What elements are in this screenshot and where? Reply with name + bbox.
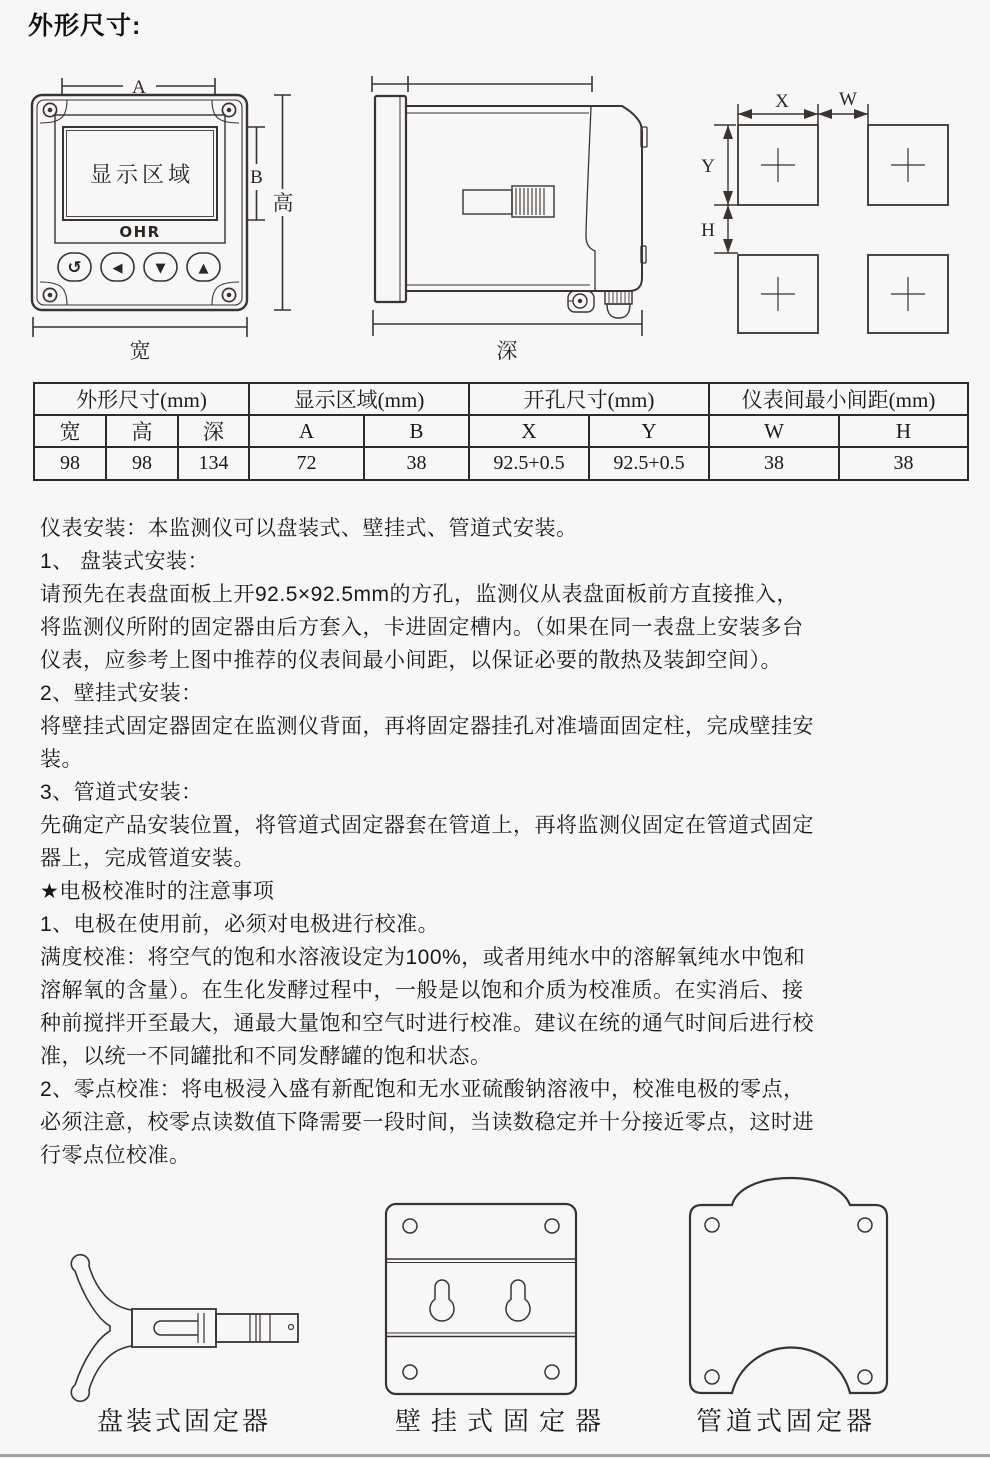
- val-a: 72: [249, 447, 364, 480]
- panel-fixture-caption: 盘装式固定器: [96, 1407, 271, 1436]
- instruction-line: 2、壁挂式安装：: [40, 682, 203, 705]
- instruction-line: 器上，完成管道安装。: [40, 847, 255, 870]
- group-outline: 外形尺寸(mm): [34, 383, 249, 415]
- dim-h-label: H: [701, 220, 715, 241]
- val-x: 92.5+0.5: [469, 447, 589, 480]
- wall-fixture-caption: 壁挂式固定器: [394, 1407, 611, 1436]
- val-width: 98: [34, 447, 106, 480]
- up-button-icon: ▲: [198, 261, 209, 276]
- col-a: A: [249, 415, 364, 447]
- front-view-drawing: [20, 70, 310, 362]
- col-height: 高: [106, 415, 178, 447]
- col-width: 宽: [34, 415, 106, 447]
- instruction-line: 将监测仪所附的固定器由后方套入，卡进固定槽内。（如果在同一表盘上安装多台: [40, 616, 804, 639]
- instruction-line: 溶解氧的含量）。在生化发酵过程中，一般是以饱和介质为校准质。在实消后、接: [40, 979, 804, 1002]
- keyhole-slot-icon: [430, 1280, 530, 1321]
- display-area-label: 显示区域: [89, 162, 195, 187]
- down-button-icon: ▼: [155, 261, 166, 276]
- instruction-line: 3、管道式安装：: [40, 781, 203, 804]
- dim-w-label: W: [839, 89, 857, 110]
- val-w: 38: [709, 447, 839, 480]
- val-depth: 134: [178, 447, 249, 480]
- group-display: 显示区域(mm): [249, 383, 469, 415]
- instruction-line: 请预先在表盘面板上开92.5×92.5mm的方孔，监测仪从表盘面板前方直接推入，: [40, 583, 798, 606]
- table-column-header-row: [34, 415, 968, 447]
- instruction-line: 1、 盘装式安装：: [40, 550, 210, 573]
- instruction-line: 2、零点校准：将电极浸入盛有新配饱和无水亚硫酸钠溶液中，校准电极的零点，: [40, 1078, 805, 1101]
- instruction-line: 1、电极在使用前，必须对电极进行校准。: [40, 913, 440, 936]
- dimension-table: [33, 382, 969, 481]
- col-x: X: [469, 415, 589, 447]
- wall-fixture-drawing: [380, 1200, 590, 1400]
- val-b: 38: [364, 447, 469, 480]
- hole-pattern-drawing: [690, 80, 970, 350]
- val-height: 98: [106, 447, 178, 480]
- dim-a-label: A: [132, 77, 146, 98]
- pipe-fixture-caption: 管道式固定器: [695, 1407, 876, 1436]
- panel-fixture-drawing: [40, 1195, 340, 1410]
- dim-x-label: X: [775, 91, 789, 112]
- col-y: Y: [589, 415, 709, 447]
- group-cutout: 开孔尺寸(mm): [469, 383, 709, 415]
- instruction-line: 仪表安装：本监测仪可以盘装式、壁挂式、管道式安装。: [40, 517, 578, 540]
- dim-y-label: Y: [701, 156, 715, 177]
- dim-depth-label: 深: [496, 339, 518, 363]
- instruction-line: 行零点位校准。: [40, 1144, 191, 1167]
- val-h: 38: [839, 447, 968, 480]
- instruction-line: 准，以统一不同罐批和不同发酵罐的饱和状态。: [40, 1045, 492, 1068]
- instruction-line: 将壁挂式固定器固定在监测仪背面，再将固定器挂孔对准墙面固定柱，完成壁挂安: [40, 715, 814, 738]
- col-depth: 深: [178, 415, 249, 447]
- val-y: 92.5+0.5: [589, 447, 709, 480]
- front-buttons: [58, 253, 220, 281]
- brand-logo: OHR: [119, 223, 161, 241]
- group-spacing: 仪表间最小间距(mm): [709, 383, 968, 415]
- col-w: W: [709, 415, 839, 447]
- installation-instructions: [40, 512, 970, 1172]
- dim-height-label: 高: [272, 191, 294, 215]
- hole-cross-icon: [761, 148, 925, 311]
- page-title: 外形尺寸:: [28, 12, 142, 40]
- table-group-header-row: [34, 383, 968, 415]
- dim-width-label: 宽: [129, 339, 151, 362]
- clamp-hatch: [516, 188, 544, 215]
- instruction-line: ★电极校准时的注意事项: [40, 880, 275, 903]
- instruction-line: 必须注意，校零点读数值下降需要一段时间，当读数稳定并十分接近零点，这时进: [40, 1111, 814, 1134]
- side-view-drawing: [360, 70, 670, 365]
- instruction-line: 种前搅拌开至最大，通最大量饱和空气时进行校准。建议在统的通气时间后进行校: [40, 1012, 814, 1035]
- col-h: H: [839, 415, 968, 447]
- instruction-line: 仪表，应参考上图中推荐的仪表间最小间距，以保证必要的散热及装卸空间）。: [40, 649, 782, 672]
- dim-b-label: B: [250, 167, 263, 188]
- left-button-icon: ◀: [112, 261, 123, 276]
- return-button-icon: ↺: [67, 258, 82, 278]
- col-b: B: [364, 415, 469, 447]
- instruction-line: 先确定产品安装位置，将管道式固定器套在管道上，再将监测仪固定在管道式固定: [40, 814, 814, 837]
- pipe-fixture-drawing: [655, 1172, 965, 1432]
- instruction-line: 满度校准：将空气的饱和水溶液设定为100%，或者用纯水中的溶解氧纯水中饱和: [40, 946, 806, 969]
- table-value-row: [34, 447, 968, 480]
- instruction-line: 装。: [40, 748, 83, 771]
- page-bottom-rule: [0, 1454, 990, 1457]
